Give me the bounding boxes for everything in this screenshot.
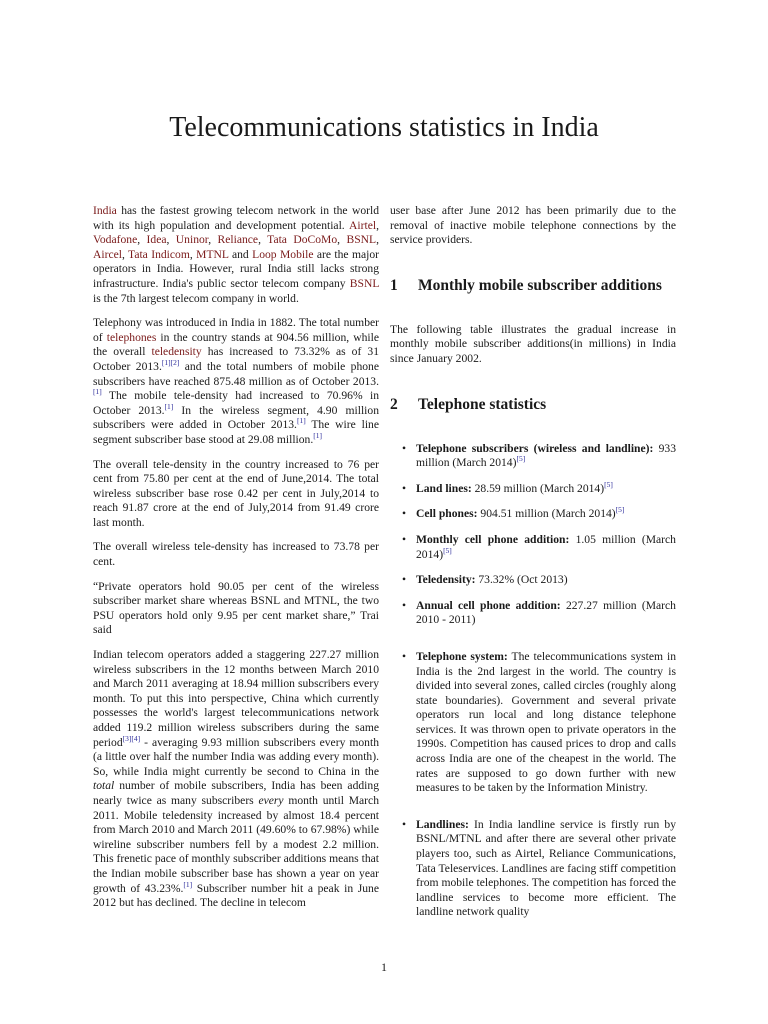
citation-ref[interactable]: [1] — [183, 879, 193, 889]
list-item: • Land lines: 28.59 million (March 2014)[5] — [390, 482, 676, 497]
list-item: • Landlines: In India landline service is firstly run by BSNL/MTNL and after there are several other private players too, such as Airtel, Reliance Communications, Tata Teleservices. Landlines are facing stiff competition from mobile telephones. The competition has forced the landline services to become more efficient. The landline network quality — [390, 818, 676, 920]
list-item: • Telephone system: The telecommunications system in India is the 2nd largest in the world. The country is divided into several zones, called circles (roughly along state boundaries). Government and several private operators run local and long distance telephone services. It was thrown open to private operators in the 1990s. Competition has caused prices to drop and calls across India are one of the cheapest in the world. The rates are supposed to go down further with new measures to be taken by the Information Ministry. — [390, 650, 676, 796]
monthly-additions-paragraph: The following table illustrates the gradual increase in monthly mobile subscriber additions(in millions) in India since January 2002. — [390, 322, 676, 365]
continued-paragraph: user base after June 2012 has been primarily due to the removal of inactive mobile telephone connections by the service providers. — [390, 204, 676, 247]
link-vodafone[interactable]: Vodafone — [93, 233, 138, 247]
link-uninor[interactable]: Uninor — [175, 233, 209, 247]
citation-ref[interactable]: [1] — [164, 401, 174, 411]
quote-paragraph: “Private operators hold 90.05 per cent of the wireless subscriber market share whereas BSNL and MTNL, the two PSU operators hold only 9.95 per cent market share,” Trai said — [93, 579, 379, 637]
citation-ref[interactable]: [5] — [516, 454, 526, 464]
link-airtel[interactable]: Airtel — [349, 218, 377, 232]
link-reliance[interactable]: Reliance — [217, 233, 259, 247]
page-title: Telecommunications statistics in India — [169, 112, 599, 143]
link-idea[interactable]: Idea — [146, 233, 167, 247]
list-item: • Monthly cell phone addition: 1.05 million (March 2014)[5] — [390, 533, 676, 562]
section-heading-telephone-statistics: 2 Telephone statistics — [390, 395, 547, 413]
teledensity-paragraph: The overall tele-density in the country increased to 76 per cent from 75.80 per cent at the end of June,2014. The total wireless subscriber base rose 0.42 per cent in July,2014 to reach 91.87 crore at the end of July,2014 from 91.49 crore last month. — [93, 457, 379, 529]
right-column — [390, 204, 676, 931]
left-column — [93, 204, 379, 921]
wireless-paragraph: The overall wireless tele-density has increased to 73.78 per cent. — [93, 540, 379, 569]
section-heading-monthly-additions: 1 Monthly mobile subscriber additions — [390, 276, 662, 294]
link-bsnl-2[interactable]: BSNL — [349, 276, 379, 290]
link-telephones[interactable]: telephones — [106, 330, 157, 344]
citation-ref[interactable]: [1] — [93, 387, 102, 397]
link-loop-mobile[interactable]: Loop Mobile — [252, 247, 314, 261]
link-tata-indicom[interactable]: Tata Indicom — [128, 247, 190, 261]
list-item: • Telephone subscribers (wireless and landline): 933 million (March 2014)[5] — [390, 442, 676, 471]
link-aircel[interactable]: Aircel — [93, 247, 122, 261]
telephony-paragraph: Telephony was introduced in India in 1882. The total number of telephones in the country stands at 904.56 million, while the overall teledensity has increased to 73.32% as of 31 October 2013.[1][2] and the total numbers of mobile phone subscribers have reached 875.48 million as of October 2013.[1] The mobile tele-density had increased to 70.96% in October 2013.[1] In the wireless segment, 4.90 million subscribers were added in October 2013.[1] The wire line segment subscriber base stood at 29.08 million.[1] — [93, 316, 380, 446]
link-tata-docomo[interactable]: Tata DoCoMo — [267, 233, 338, 247]
citation-ref[interactable]: [1] — [296, 416, 306, 426]
list-item: • Cell phones: 904.51 million (March 2014)[5] — [390, 507, 676, 522]
page-number: 1 — [381, 960, 387, 974]
link-india[interactable]: India — [93, 204, 117, 217]
link-teledensity[interactable]: teledensity — [151, 345, 202, 359]
citation-ref[interactable]: [5] — [604, 479, 613, 489]
growth-paragraph: Indian telecom operators added a staggering 227.27 million wireless subscribers in the 12 months between March 2010 and March 2011 averaging at 18.94 million subscribers every month. To put this into perspective, China which currently possesses the world's largest telecommunications network added 119.2 million wireless subscribers during the same period[3][4] - averaging 9.93 million subscribers every month (a little over half the number India was adding every month). So, while India might currently be second to China in the total number of mobile subscribers, India has been adding nearly twice as many subscribers every month until March 2011. Mobile teledensity increased by almost 18.4 percent from March 2010 and March 2011 (49.60% to 67.98%) while wireline subscriber numbers fell by a modest 2.2 million. This frenetic pace of monthly subscriber additions means that the Indian mobile subscriber base has shown a year on year growth of 43.23%.[1] Subscriber number hit a peak in June 2012 but has declined. The decline in telecom — [93, 648, 379, 910]
list-item: • Teledensity: 73.32% (Oct 2013) — [390, 573, 676, 588]
list-item: • Annual cell phone addition: 227.27 million (March 2010 - 2011) — [390, 599, 676, 628]
citation-ref[interactable]: [1][2] — [161, 358, 180, 368]
citation-ref[interactable]: [1] — [313, 431, 322, 441]
link-bsnl[interactable]: BSNL — [346, 233, 377, 247]
citation-ref[interactable]: [3][4] — [122, 733, 141, 743]
statistics-list — [390, 442, 676, 920]
citation-ref[interactable]: [5] — [615, 505, 625, 515]
link-mtnl[interactable]: MTNL — [196, 247, 229, 261]
citation-ref[interactable]: [5] — [443, 545, 452, 555]
intro-paragraph: India has the fastest growing telecom network in the world with its high population and development potential. Airtel, Vodafone, Idea, Uninor, Reliance, Tata DoCoMo, BSNL, Aircel, Tata Indicom, MTNL and Loop Mobile are the major operators in India. However, rural India still lacks strong infrastructure. India's public sector telecom company BSNL is the 7th largest telecom company in world. — [93, 204, 380, 305]
